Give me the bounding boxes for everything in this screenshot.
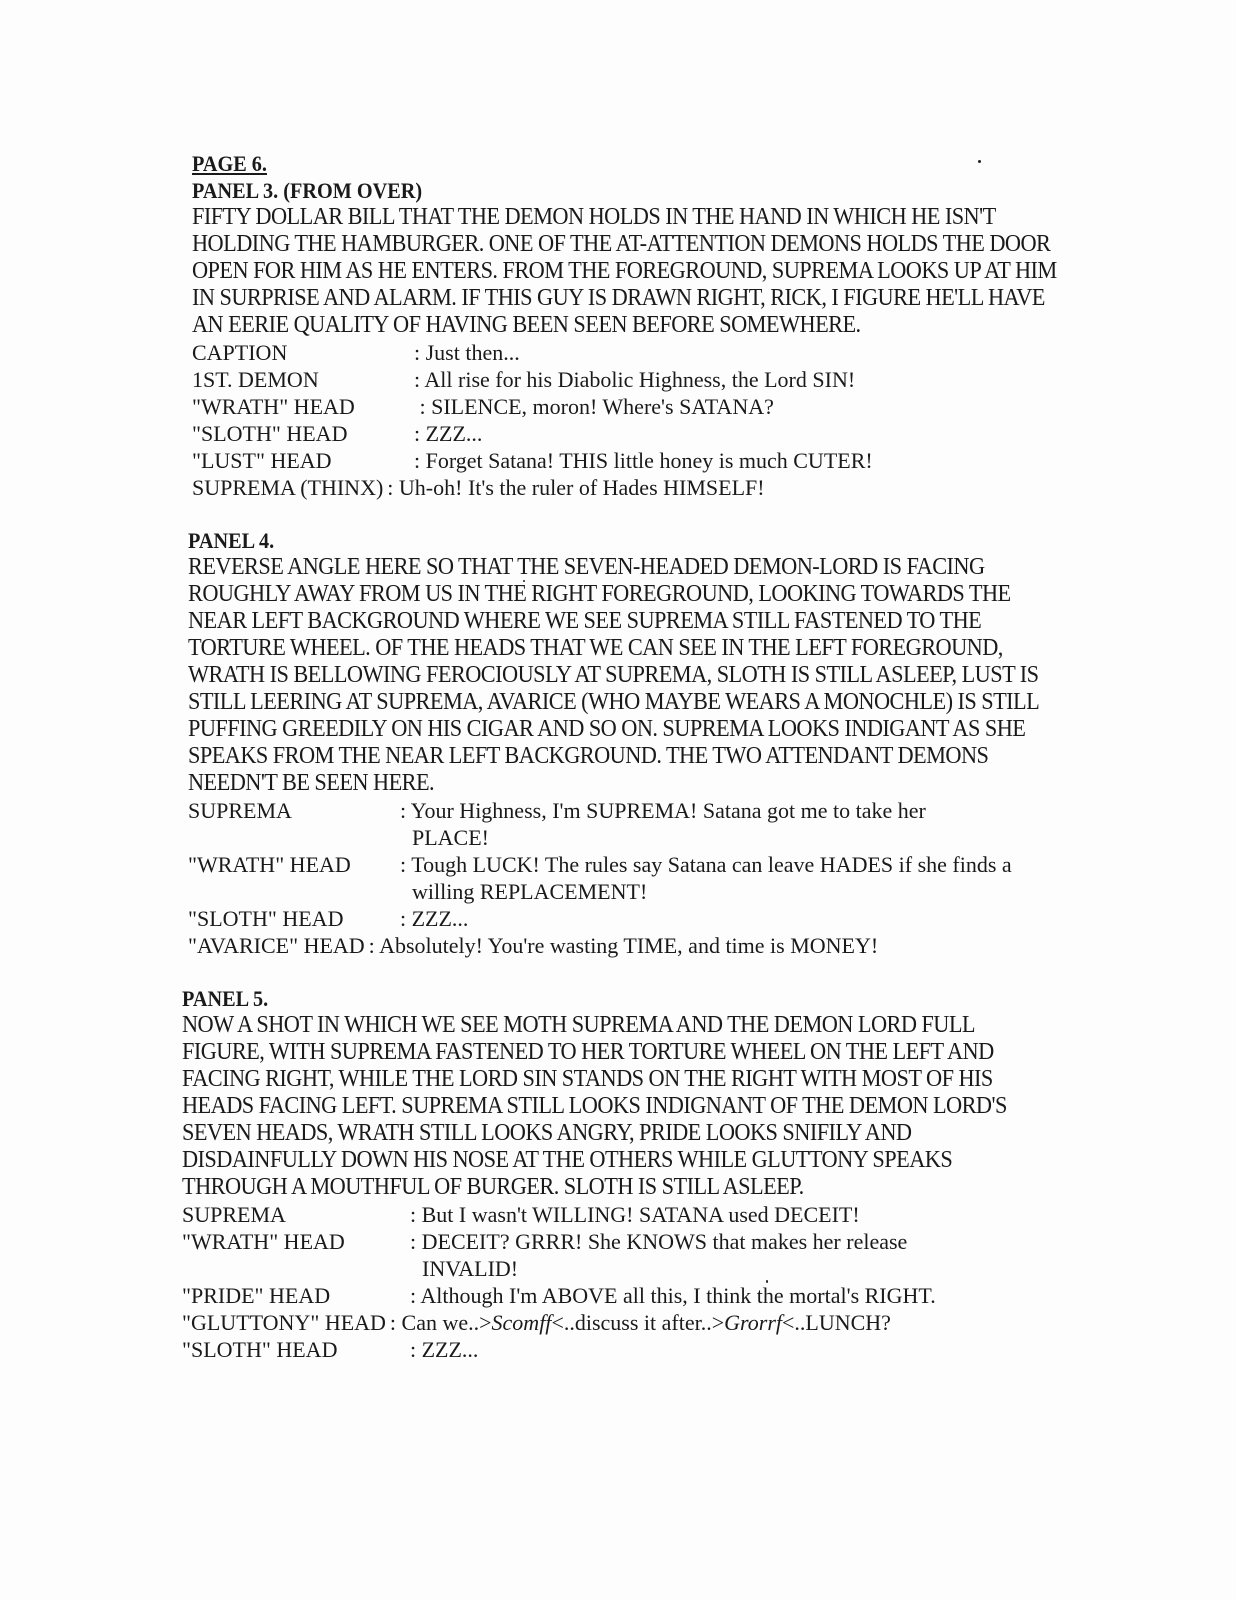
speech-text: : DECEIT? GRRR! She KNOWS that makes her release INVALID! <box>410 1229 908 1281</box>
dialog-line <box>182 1282 1088 1309</box>
speaker-name: "SLOTH" HEAD <box>188 906 344 931</box>
speaker-name: "PRIDE" HEAD <box>182 1283 331 1308</box>
speaker-name: SUPREMA <box>188 798 292 823</box>
dialog-line <box>182 1201 1088 1228</box>
dialog-line <box>188 797 1088 851</box>
speech-text: : ZZZ... <box>400 906 469 931</box>
speech-text: : Your Highness, I'm SUPREMA! Satana got me to take her PLACE! <box>400 798 926 850</box>
panel-title: PANEL 3. (FROM OVER) <box>192 178 423 203</box>
dialog-list <box>192 339 1088 501</box>
speaker-name: CAPTION <box>192 340 288 365</box>
speech-text: : ZZZ... <box>410 1337 479 1362</box>
dialog-line <box>192 339 1088 366</box>
dialog-line <box>188 932 1088 959</box>
dialog-line <box>192 420 1088 447</box>
speaker-name: 1ST. DEMON <box>192 367 319 392</box>
panel-description: NOW A SHOT IN WHICH WE SEE MOTH SUPREMA AND THE DEMON LORD FULL FIGURE, WITH SUPREMA FASTENED TO HER TORTURE WHEEL ON THE LEFT AND FACING RIGHT, WHILE THE LORD SIN STANDS ON THE RIGHT WITH MOST OF HIS HEADS FACING LEFT. SUPREMA STILL LOOKS INDIGNANT OF THE DEMON LORD'S SEVEN HEADS, WRATH STILL LOOKS ANGRY, PRIDE LOOKS SNIFILY AND DISDAINFULLY DOWN HIS NOSE AT THE OTHERS WHILE GLUTTONY SPEAKS THROUGH A MOUTHFUL OF BURGER. SLOTH IS STILL ASLEEP. <box>182 1012 1007 1200</box>
dialog-line <box>182 1228 1088 1282</box>
speech-segment: <..discuss it after..> <box>551 1310 725 1335</box>
speaker-name: "WRATH" HEAD <box>192 394 355 419</box>
dialog-line <box>192 366 1088 393</box>
dialog-list <box>188 797 1088 959</box>
speech-text: : Uh-oh! It's the ruler of Hades HIMSELF! <box>387 475 765 500</box>
speaker-name: "GLUTTONY" HEAD <box>182 1310 386 1335</box>
speech-text <box>390 1309 1088 1336</box>
speech-text: : But I wasn't WILLING! SATANA used DECEIT! <box>410 1202 860 1227</box>
dialog-line <box>192 447 1088 474</box>
speech-text: : ZZZ... <box>414 421 483 446</box>
dialog-line <box>188 851 1088 905</box>
speech-text: : Just then... <box>414 340 520 365</box>
panel-3 <box>192 150 1088 501</box>
speaker-name: SUPREMA (THINX) <box>192 475 384 500</box>
speech-text: : Forget Satana! THIS little honey is much CUTER! <box>414 448 873 473</box>
script-document <box>182 150 1088 1389</box>
panel-5 <box>182 985 1088 1363</box>
sound-effect: Scomff <box>491 1310 552 1335</box>
dialog-list <box>182 1201 1088 1363</box>
speech-text: : Although I'm ABOVE all this, I think the mortal's RIGHT. <box>410 1283 936 1308</box>
panel-description: FIFTY DOLLAR BILL THAT THE DEMON HOLDS IN THE HAND IN WHICH HE ISN'T HOLDING THE HAMBURGER. ONE OF THE AT-ATTENTION DEMONS HOLDS THE DOOR OPEN FOR HIM AS HE ENTERS. FROM THE FOREGROUND, SUPREMA LOOKS UP AT HIM IN SURPRISE AND ALARM. IF THIS GUY IS DRAWN RIGHT, RICK, I FIGURE HE'LL HAVE AN EERIE QUALITY OF HAVING BEEN SEEN BEFORE SOMEWHERE. <box>192 204 1057 338</box>
speech-segment: : Can we..> <box>389 1310 492 1335</box>
panel-title: PANEL 4. <box>188 528 275 553</box>
speech-text: : Tough LUCK! The rules say Satana can leave HADES if she finds a willing REPLACEMENT! <box>400 852 1012 904</box>
panel-4 <box>188 527 1088 959</box>
panel-title: PANEL 5. <box>182 986 269 1011</box>
speaker-name: "AVARICE" HEAD <box>188 933 365 958</box>
dialog-line <box>188 905 1088 932</box>
speech-segment: <..LUNCH? <box>782 1310 891 1335</box>
speaker-name: "LUST" HEAD <box>192 448 332 473</box>
dialog-line <box>182 1336 1088 1363</box>
dialog-line <box>182 1309 1088 1336</box>
speech-text: : All rise for his Diabolic Highness, the Lord SIN! <box>414 367 856 392</box>
speech-text: : Absolutely! You're wasting TIME, and time is MONEY! <box>368 933 879 958</box>
speech-text: : SILENCE, moron! Where's SATANA? <box>414 394 774 419</box>
page-heading: PAGE 6. <box>192 151 267 176</box>
dialog-line <box>192 474 1088 501</box>
speaker-name: "SLOTH" HEAD <box>182 1337 338 1362</box>
speaker-name: "WRATH" HEAD <box>188 852 351 877</box>
dialog-line <box>192 393 1088 420</box>
speaker-name: "SLOTH" HEAD <box>192 421 348 446</box>
speaker-name: "WRATH" HEAD <box>182 1229 345 1254</box>
panel-description: REVERSE ANGLE HERE SO THAT THE SEVEN-HEADED DEMON-LORD IS FACING ROUGHLY AWAY FROM US IN THE RIGHT FOREGROUND, LOOKING TOWARDS THE NEAR LEFT BACKGROUND WHERE WE SEE SUPREMA STILL FASTENED TO THE TORTURE WHEEL. OF THE HEADS THAT WE CAN SEE IN THE LEFT FOREGROUND, WRATH IS BELLOWING FEROCIOUSLY AT SUPREMA, SLOTH IS STILL ASLEEP, LUST IS STILL LEERING AT SUPREMA, AVARICE (WHO MAYBE WEARS A MONOCHLE) IS STILL PUFFING GREEDILY ON HIS CIGAR AND SO ON. SUPREMA LOOKS INDIGANT AS SHE SPEAKS FROM THE NEAR LEFT BACKGROUND. THE TWO ATTENDANT DEMONS NEEDN'T BE SEEN HERE. <box>188 554 1039 796</box>
speaker-name: SUPREMA <box>182 1202 286 1227</box>
sound-effect: Grorrf <box>724 1310 782 1335</box>
